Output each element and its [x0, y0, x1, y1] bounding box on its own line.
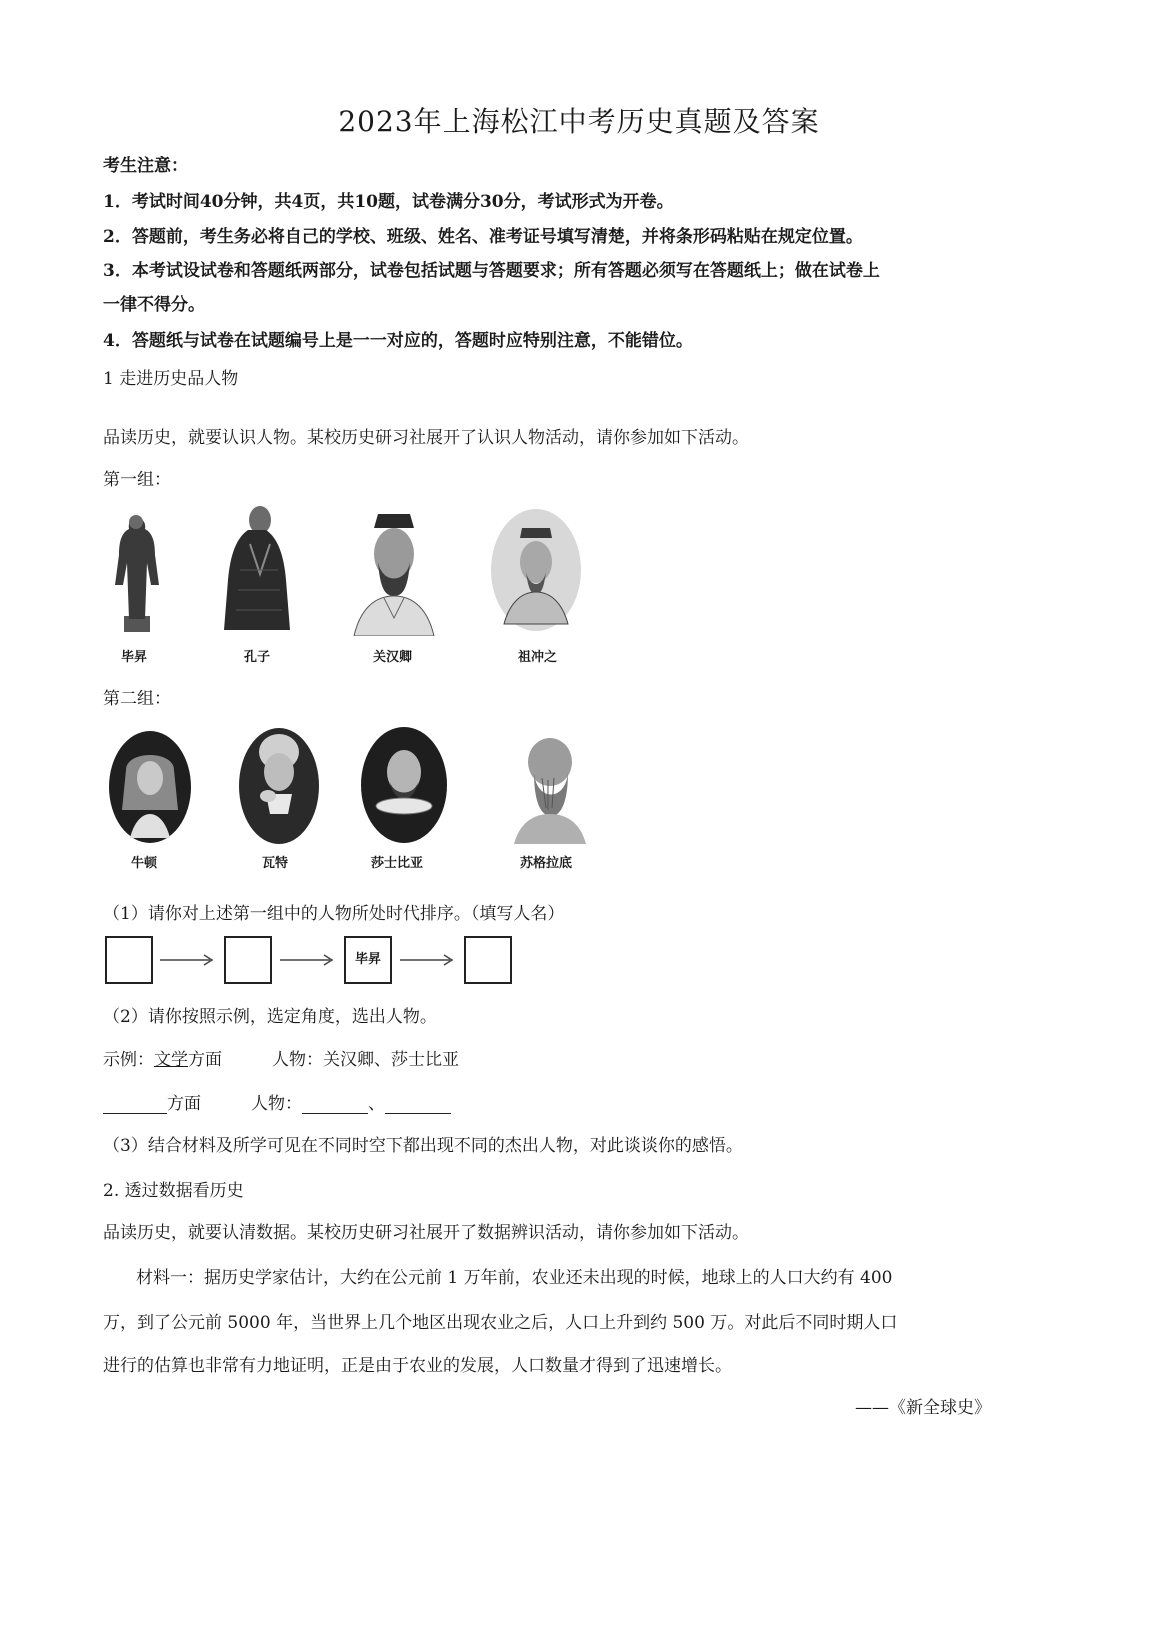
- person-name: 瓦特: [262, 856, 289, 871]
- example-line: [103, 1045, 459, 1070]
- statue-figure-icon: [106, 506, 166, 636]
- material-source: ——《新全球史》: [855, 1398, 991, 1418]
- aspect-blank[interactable]: [103, 1095, 167, 1114]
- question-1-heading: 1 走进历史品人物: [103, 369, 239, 389]
- bearded-scholar-icon: [344, 506, 444, 636]
- person-blank-2[interactable]: [385, 1095, 451, 1114]
- sub-question-3: （3）结合材料及所学可见在不同时空下都出现不同的杰出人物，对此谈谈你的感悟。: [103, 1136, 743, 1156]
- arrow-icon: [160, 952, 214, 968]
- person-name: 毕昇: [121, 650, 148, 665]
- blank-separator: 、: [368, 1094, 385, 1114]
- oval-portrait-wig-icon: [108, 730, 192, 844]
- notice-item: 4．答题纸与试卷在试题编号上是一一对应的，答题时应特别注意，不能错位。: [103, 331, 693, 351]
- group-1-label: 第一组：: [103, 470, 171, 490]
- arrow-icon: [400, 952, 454, 968]
- oval-portrait-ruff-icon: [360, 726, 448, 844]
- sub-question-1: （1）请你对上述第一组中的人物所处时代排序。（填写人名）: [103, 904, 565, 924]
- aspect-suffix: 方面: [167, 1094, 201, 1114]
- oval-portrait-icon: [490, 508, 582, 632]
- oval-portrait-thinker-icon: [236, 724, 322, 846]
- answer-line: [103, 1089, 451, 1114]
- question-2-intro: 品读历史，就要认清数据。某校历史研习社展开了数据辨识活动，请你参加如下活动。: [103, 1223, 749, 1243]
- robed-sage-icon: [220, 500, 298, 638]
- notice-heading: 考生注意：: [103, 156, 188, 176]
- person-name: 祖冲之: [518, 650, 558, 665]
- person-name: 莎士比亚: [371, 856, 424, 871]
- sequence-box-filled[interactable]: 毕昇: [344, 936, 392, 984]
- page-title: 2023年上海松江中考历史真题及答案: [338, 105, 820, 138]
- notice-item: 一律不得分。: [103, 295, 205, 315]
- question-1-intro: 品读历史，就要认识人物。某校历史研习社展开了认识人物活动，请你参加如下活动。: [103, 428, 749, 448]
- person-blank-1[interactable]: [302, 1095, 368, 1114]
- notice-item: 3．本考试设试卷和答题纸两部分，试卷包括试题与答题要求；所有答题必须写在答题纸上；做在试卷上: [103, 261, 880, 281]
- example-aspect-suffix: 方面: [188, 1050, 222, 1070]
- example-prefix: 示例：: [103, 1050, 154, 1070]
- marble-bust-icon: [506, 728, 594, 846]
- material-line: 材料一：据历史学家估计，大约在公元前 1 万年前，农业还未出现的时候，地球上的人口大约有 400: [136, 1268, 893, 1288]
- sequence-box[interactable]: [105, 936, 153, 984]
- arrow-icon: [280, 952, 334, 968]
- example-people: 人物：关汉卿、莎士比亚: [272, 1050, 459, 1070]
- person-name: 苏格拉底: [520, 856, 573, 871]
- sub-question-2: （2）请你按照示例，选定角度，选出人物。: [103, 1007, 437, 1027]
- material-line: 万，到了公元前 5000 年，当世界上几个地区出现农业之后，人口上升到约 500 万。对此后不同时期人口: [103, 1313, 898, 1333]
- example-aspect: 文学: [154, 1050, 188, 1070]
- question-2-heading: 2. 透过数据看历史: [103, 1181, 244, 1201]
- sequence-box[interactable]: [224, 936, 272, 984]
- group-2-label: 第二组：: [103, 689, 171, 709]
- material-line: 进行的估算也非常有力地证明，正是由于农业的发展，人口数量才得到了迅速增长。: [103, 1356, 732, 1376]
- people-label: 人物：: [251, 1094, 302, 1114]
- sequence-box[interactable]: [464, 936, 512, 984]
- notice-item: 2．答题前，考生务必将自己的学校、班级、姓名、准考证号填写清楚，并将条形码粘贴在规定位置。: [103, 227, 863, 247]
- notice-item: 1．考试时间40分钟，共4页，共10题，试卷满分30分，考试形式为开卷。: [103, 192, 674, 212]
- person-name: 牛顿: [131, 856, 158, 871]
- person-name: 孔子: [244, 650, 271, 665]
- person-name: 关汉卿: [373, 650, 413, 665]
